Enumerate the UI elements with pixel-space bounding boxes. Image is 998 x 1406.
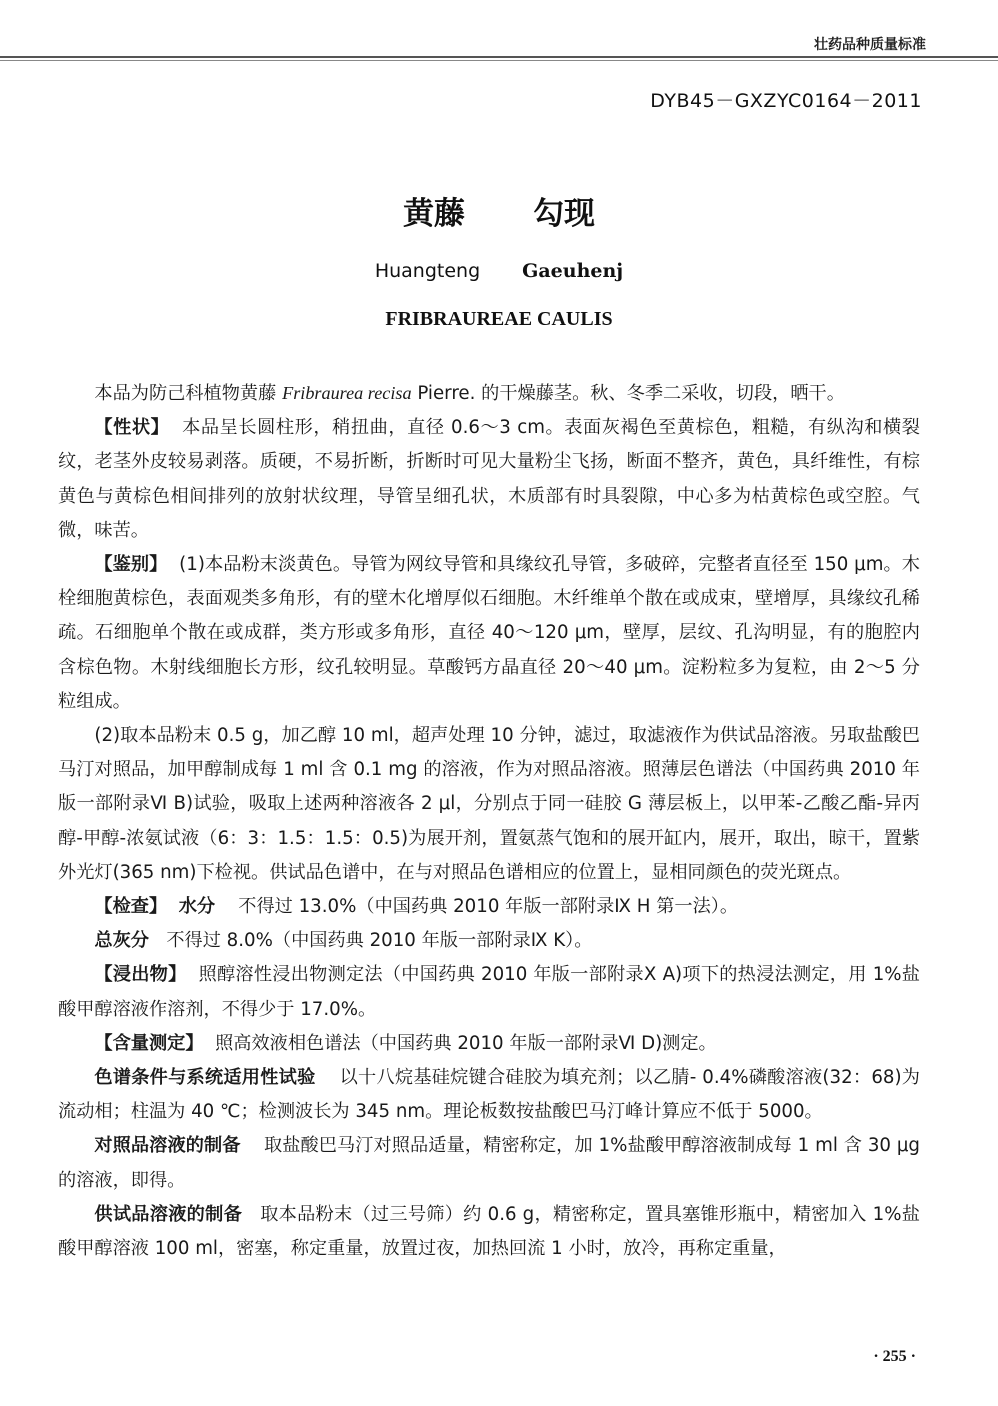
standard-code: DYB45－GXZYC0164－2011 [650,90,922,112]
paragraph-hanliang [58,1027,920,1061]
paragraph-gongshi [58,1198,920,1266]
section-text-jinchu: 照醇溶性浸出物测定法（中国药典 2010 年版一部附录Ⅹ A)项下的热浸法测定，用 1%盐酸甲醇溶液作溶剂，不得少于 17.0%。 [58,964,920,1020]
running-title: 壮药品种质量标准 [814,37,926,53]
page-number: · 255 · [873,1348,916,1365]
section-text-hanliang: 照高效液相色谱法（中国药典 2010 年版一部附录Ⅵ D)测定。 [215,1032,717,1054]
title-zhuang-roman: Gaeuhenj [522,260,624,282]
section-text-sepu: 以十八烷基硅烷键合硅胶为填充剂；以乙腈- 0.4%磷酸溶液(32：68)为流动相；柱温为 40 ℃；检测波长为 345 nm。理论板数按盐酸巴马汀峰计算应不低于 5000。 [58,1067,920,1123]
title-romanization [0,260,998,282]
section-text-gongshi: 取本品粉末（过三号筛）约 0.6 g，精密称定，置具塞锥形瓶中，精密加入 1%盐酸甲醇溶液 100 ml，密塞，称定重量，放置过夜，加热回流 1 小时，放冷，再称定重量， [58,1203,920,1260]
running-header [0,0,998,58]
paragraph-sepu [58,1061,920,1129]
section-label-jinchu: 【浸出物】 [94,964,187,986]
paragraph-duizhao [58,1129,920,1197]
section-text-jianbie-2: (2)取本品粉末 0.5 g，加乙醇 10 ml，超声处理 10 分钟，滤过，取滤液作为供试品溶液。另取盐酸巴马汀对照品，加甲醇制成每 1 ml 含 0.1 mg 的溶液，作为对照品溶液。照薄层色谱法（中国药典 2010 年版一部附录Ⅵ B)试验，吸取上述两种溶液各 2 μl，分别点于同一硅胶 G 薄层板上，以甲苯-乙酸乙酯-异丙醇-甲醇-浓氨试液（6：3：1.5：1.5：0.5)为展开剂，置氨蒸气饱和的展开缸内，展开，取出，晾干，置紫外光灯(365 nm)下检视。供试品色谱中，在与对照品色谱相应的位置上，显相同颜色的荧光斑点。 [58,725,920,883]
subsection-label-huifen: 总灰分 [94,930,149,952]
section-text-jianbie-1: (1)本品粉末淡黄色。导管为网纹导管和具缘纹孔导管，多破碎，完整者直径至 150 μm。木栓细胞黄棕色，表面观类多角形，有的壁木化增厚似石细胞。木纤维单个散在或成束，壁增厚，具缘纹孔稀疏。石细胞单个散在或成群，类方形或多角形，直径 40～120 μm，壁厚，层纹、孔沟明显，有的胞腔内含棕色物。木射线细胞长方形，纹孔较明显。草酸钙方晶直径 20～40 μm。淀粉粒多为复粒，由 2～5 分粒组成。 [58,554,920,712]
intro-latin-name: Fribraurea recisa [282,383,412,403]
section-label-xingzhuang: 【性状】 [94,417,170,439]
paragraph-jianbie-2 [58,719,920,890]
intro-text-b: Pierre. 的干燥藤茎。秋、冬季二采收，切段，晒干。 [411,383,845,404]
subsection-label-shuifen: 水分 [178,896,216,918]
section-label-hanliang: 【含量测定】 [94,1032,204,1054]
title-latin: FRIBRAUREAE CAULIS [385,308,613,330]
monograph-body [58,376,920,1266]
paragraph-xingzhuang [58,411,920,548]
paragraph-huifen [58,924,920,958]
subsection-label-duizhao: 对照品溶液的制备 [94,1135,241,1157]
section-text-xingzhuang: 本品呈长圆柱形，稍扭曲，直径 0.6～3 cm。表面灰褐色至黄棕色，粗糙，有纵沟和横裂纹，老茎外皮较易剥落。质硬，不易折断，折断时可见大量粉尘飞扬，断面不整齐，黄色，具纤维性，有棕黄色与黄棕色相间排列的放射状纹理，导管呈细孔状，木质部有时具裂隙，中心多为枯黄棕色或空腔。气微，味苦。 [58,417,920,541]
section-label-jiancha: 【检查】 [94,896,168,918]
title-zhuang: 勾现 [533,196,595,232]
title-pinyin: Huangteng [374,260,481,282]
section-text-jiancha: 不得过 13.0%（中国药典 2010 年版一部附录Ⅸ H 第一法）。 [238,896,739,918]
section-label-jianbie: 【鉴别】 [94,554,168,576]
intro-text-a: 本品为防己科植物黄藤 [94,383,277,404]
header-rule-thin [0,60,998,61]
section-text-huifen: 不得过 8.0%（中国药典 2010 年版一部附录Ⅸ K）。 [166,930,593,952]
paragraph-intro [58,376,920,411]
subsection-label-sepu: 色谱条件与系统适用性试验 [94,1067,316,1089]
subsection-label-gongshi: 供试品溶液的制备 [94,1203,243,1225]
paragraph-jianbie-1 [58,548,920,719]
section-text-duizhao: 取盐酸巴马汀对照品适量，精密称定，加 1%盐酸甲醇溶液制成每 1 ml 含 30 μg 的溶液，即得。 [58,1135,920,1191]
page-title [0,188,998,233]
paragraph-jiancha [58,890,920,924]
paragraph-jinchu [58,958,920,1026]
header-rule [0,56,998,58]
title-chinese: 黄藤 [403,196,465,232]
